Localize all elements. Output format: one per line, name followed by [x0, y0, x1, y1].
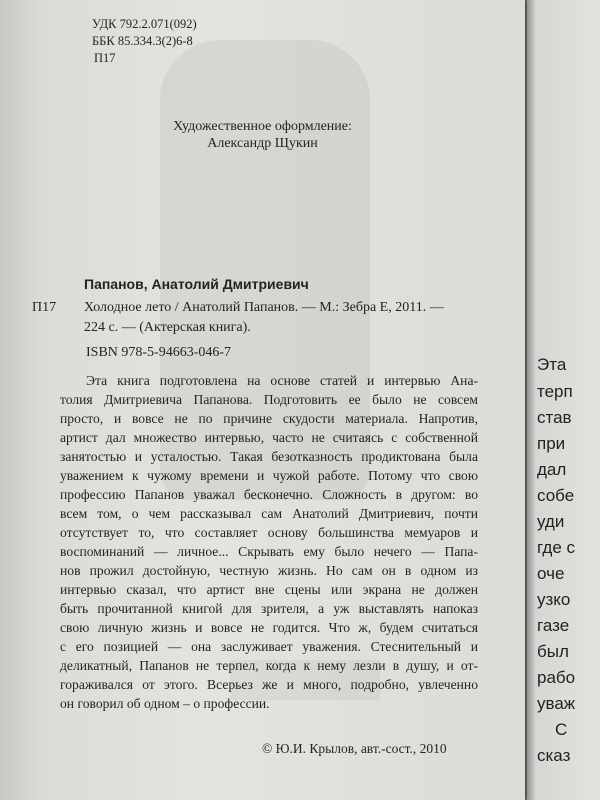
- adjacent-fragment: Эта: [537, 355, 567, 374]
- udk-code: УДК 792.2.071(092): [92, 17, 197, 31]
- adjacent-fragment: где с: [537, 538, 576, 557]
- adjacent-fragment: уваж: [537, 694, 576, 713]
- adjacent-fragment: оче: [537, 564, 565, 583]
- author-mark: П17: [94, 51, 116, 65]
- design-credit-label: Художественное оформление:: [173, 119, 352, 134]
- adjacent-page: [527, 0, 600, 800]
- abstract-line: гораживался от этого. Всерьез же и много, подробно, увлеченно: [60, 677, 478, 692]
- adjacent-fragment: рабо: [537, 668, 576, 687]
- adjacent-fragment: сказ: [537, 746, 571, 765]
- abstract-line: уважением к чужому времени и чужой работе. Потому что свою: [60, 468, 478, 483]
- adjacent-fragment: дал: [537, 460, 567, 479]
- isbn: ISBN 978-5-94663-046-7: [86, 345, 232, 360]
- abstract-line: нов прожил достойную, честную жизнь. Но сам он в одном из: [60, 563, 478, 578]
- bibliographic-line-2: 224 с. — (Актерская книга).: [84, 320, 251, 335]
- abstract-line: быть прочитанной книгой для зрителя, а уж выставлять напоказ: [60, 601, 478, 616]
- adjacent-fragment: став: [537, 408, 572, 427]
- abstract-line: занятостью и усталостью. Такая безотказность продиктована была: [60, 449, 478, 464]
- abstract-line: толия Дмитриевича Папанова. Подготовить ее было не совсем: [60, 392, 478, 407]
- adjacent-fragment: газе: [537, 616, 570, 635]
- adjacent-fragment: С: [555, 720, 568, 739]
- abstract-line: просто, и вовсе не по причине скудости материала. Напротив,: [60, 411, 478, 426]
- abstract-line: артист дал множество интервью, часто не считаясь с собственной: [60, 430, 478, 445]
- abstract-line: всем том, о чем рассказывал сам Анатолий Дмитриевич, почти: [60, 506, 478, 521]
- abstract-line: свою личную жизнь и вовсе не годится. Что ж, будем считаться: [60, 620, 478, 635]
- adjacent-fragment: терп: [537, 382, 573, 401]
- adjacent-fragment: при: [537, 434, 566, 453]
- call-sign: П17: [32, 300, 57, 315]
- abstract-line: с его позицией — она заслуживает уважения. Стеснительный и: [60, 639, 478, 654]
- designer-name: Александр Щукин: [207, 136, 318, 151]
- adjacent-fragment: уди: [537, 512, 565, 531]
- abstract-line: деликатный, Папанов не терпел, когда к нему лезли в душу, и от-: [60, 658, 478, 673]
- abstract-line: Эта книга подготовлена на основе статей и интервью Ана-: [86, 373, 478, 388]
- adjacent-fragment: собе: [537, 486, 575, 505]
- abstract-line: воспоминаний — личное... Скрывать ему было нечего — Папа-: [60, 544, 478, 559]
- author-heading: Папанов, Анатолий Дмитриевич: [84, 276, 309, 292]
- bibliographic-line-1: Холодное лето / Анатолий Папанов. — М.: Зебра Е, 2011. —: [84, 300, 444, 315]
- abstract-line: он говорил об одном – о профессии.: [60, 696, 270, 711]
- abstract-line: интервью сказал, что артист вне сцены или экрана не должен: [60, 582, 478, 597]
- adjacent-fragment: был: [537, 642, 569, 661]
- bbk-code: ББК 85.334.3(2)6-8: [92, 34, 193, 48]
- copyright: © Ю.И. Крылов, авт.-сост., 2010: [262, 741, 447, 756]
- abstract-line: отсутствует то, что составляет основу большинства мемуаров и: [60, 525, 478, 540]
- adjacent-fragment: узко: [537, 590, 571, 609]
- abstract-line: профессию Папанов уважал бесконечно. Сложность в другом: во: [60, 487, 478, 502]
